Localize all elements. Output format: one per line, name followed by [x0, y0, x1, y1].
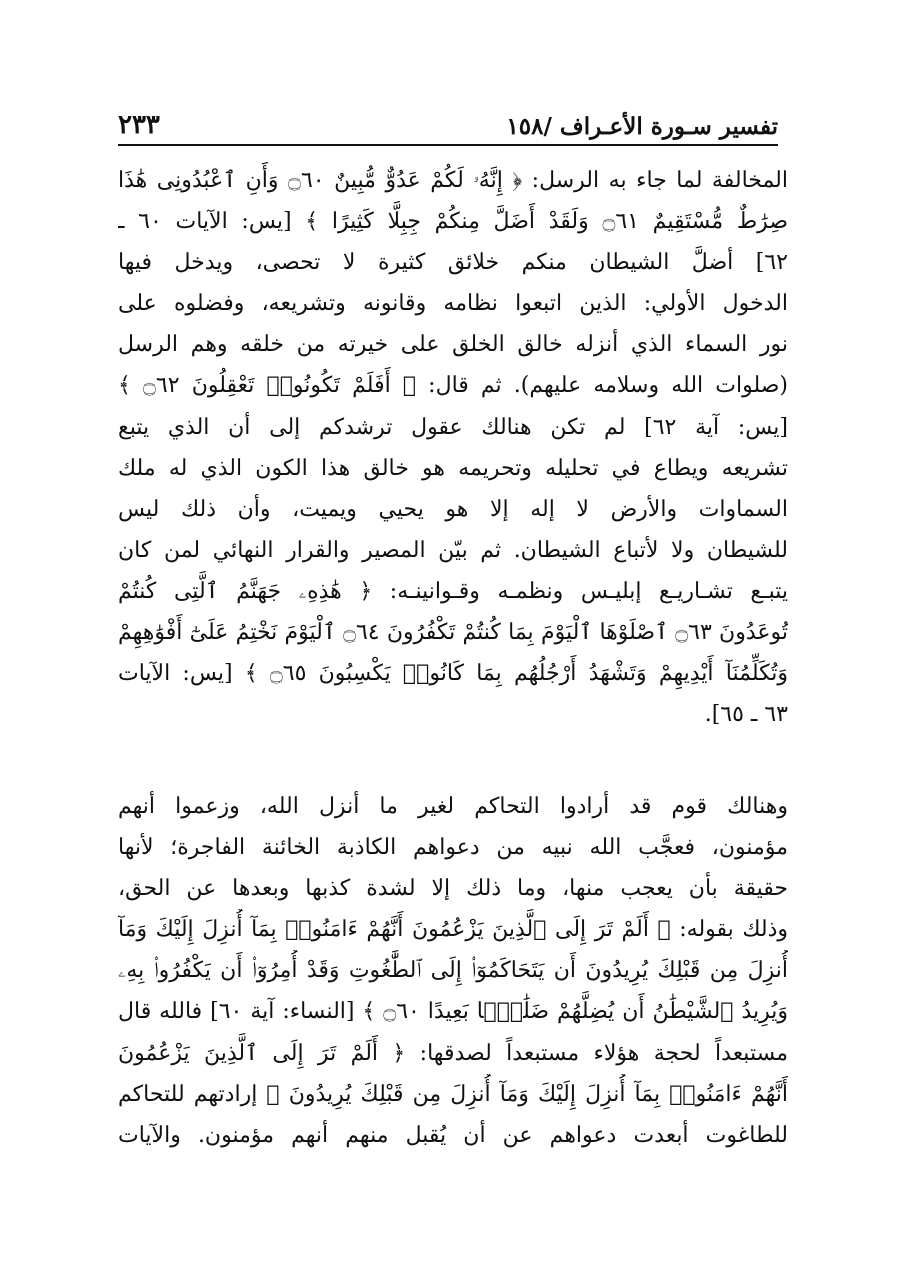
- text-line: تشريعه ويطاع في تحليله وتحريمه هو خالق هذا الكون الذي له ملك: [118, 455, 788, 481]
- text-line: المخالفة لما جاء به الرسل: ﴿ إِنَّهُۥ لَكُمْ عَدُوٌّ مُّبِينٌ ۝٦٠ وَأَنِ ٱعْبُدُونِى هَٰذَا: [118, 168, 788, 193]
- text-line: السماوات والأرض لا إله إلا هو يحيي ويميت، وأن ذلك ليس: [118, 496, 788, 522]
- text-line: صِرَٰطٌ مُّسْتَقِيمٌ ۝٦١ وَلَقَدْ أَضَلَّ مِنكُمْ جِبِلًّا كَثِيرًا ﴾ [يس: الآيات ٦٠ ـ: [118, 209, 788, 235]
- text-line: ٦٢] أضلَّ الشيطان منكم خلائق كثيرة لا تحصى، ويدخل فيها: [118, 250, 788, 276]
- page-number: ٢٣٣: [118, 110, 160, 140]
- running-title: تفسير سـورة الأعـراف /١٥٨: [506, 113, 778, 140]
- text-line: للطاغوت أبعدت دعواهم عن أن يُقبل منهم أنهم مؤمنون. والآيات: [118, 1122, 788, 1148]
- paragraph-2: [118, 786, 788, 1156]
- text-line: أَنَّهُمْ ءَامَنُوا۟ بِمَآ أُنزِلَ إِلَيْكَ وَمَآ أُنزِلَ مِن قَبْلِكَ يُرِيدُونَ ﴾ إرادتهم للتحاكم: [118, 1081, 788, 1107]
- text-line: وذلك بقوله: ﴿ أَلَمْ تَرَ إِلَى ٱلَّذِينَ يَزْعُمُونَ أَنَّهُمْ ءَامَنُوا۟ بِمَآ أُنزِلَ إِلَيْكَ وَمَآ: [118, 917, 788, 943]
- text-line: حقيقة بأن يعجب منها، وما ذلك إلا لشدة كذبها وبعدها عن الحق،: [118, 876, 788, 902]
- text-line: وَيُرِيدُ ٱلشَّيْطَٰنُ أَن يُضِلَّهُمْ ضَلَٰلًۢا بَعِيدًا ۝٦٠ ﴾ [النساء: آية ٦٠] فالله قال: [118, 999, 788, 1025]
- text-line: للشيطان ولا لأتباع الشيطان. ثم بيّن المصير والقرار النهائي لمن كان: [118, 537, 788, 563]
- text-line: وهنالك قوم قد أرادوا التحاكم لغير ما أنزل الله، وزعموا أنهم: [118, 794, 788, 819]
- text-line: مؤمنون، فعجَّب الله نبيه من دعواهم الكاذبة الخائنة الفاجرة؛ لأنها: [118, 835, 788, 861]
- text-line: أُنزِلَ مِن قَبْلِكَ يُرِيدُونَ أَن يَتَحَاكَمُوٓا۟ إِلَى ٱلطَّٰغُوتِ وَقَدْ أُمِرُوٓا۟ أَن يَكْفُرُوا۟ بِهِۦ: [118, 958, 788, 984]
- text-line: مستبعداً لحجة هؤلاء مستبعداً لصدقها: ﴿ أَلَمْ تَرَ إِلَى ٱلَّذِينَ يَزْعُمُونَ: [118, 1040, 788, 1066]
- text-line: الدخول الأولي: الذين اتبعوا نظامه وقانونه وتشريعه، وفضلوه على: [118, 291, 788, 317]
- text-line: تُوعَدُونَ ۝٦٣ ٱصْلَوْهَا ٱلْيَوْمَ بِمَا كُنتُمْ تَكْفُرُونَ ۝٦٤ ٱلْيَوْمَ نَخْتِمُ عَلَىٰٓ أَفْوَٰهِهِمْ: [118, 620, 788, 646]
- paragraph-1: [118, 160, 788, 735]
- page-header: [118, 106, 778, 146]
- text-line: نور السماء الذي أنزله خالق الخلق على خيرته من خلقه وهم الرسل: [118, 332, 788, 358]
- text-line: ٦٣ ـ ٦٥].: [704, 702, 788, 728]
- text-line: (صلوات الله وسلامه عليهم). ثم قال: ﴿ أَفَلَمْ تَكُونُوا۟ تَعْقِلُونَ ۝٦٢ ﴾: [118, 373, 788, 399]
- text-line: [يس: آية ٦٢] لم تكن هنالك عقول ترشدكم إلى أن الذي يتبع: [118, 414, 788, 440]
- text-line: وَتُكَلِّمُنَآ أَيْدِيهِمْ وَتَشْهَدُ أَرْجُلُهُم بِمَا كَانُوا۟ يَكْسِبُونَ ۝٦٥ ﴾ [يس: الآيات: [118, 661, 788, 687]
- text-line: يتبـع تشـاريـع إبليـس ونظمـه وقـوانينـه: ﴿ هَٰذِهِۦ جَهَنَّمُ ٱلَّتِى كُنتُمْ: [118, 578, 788, 604]
